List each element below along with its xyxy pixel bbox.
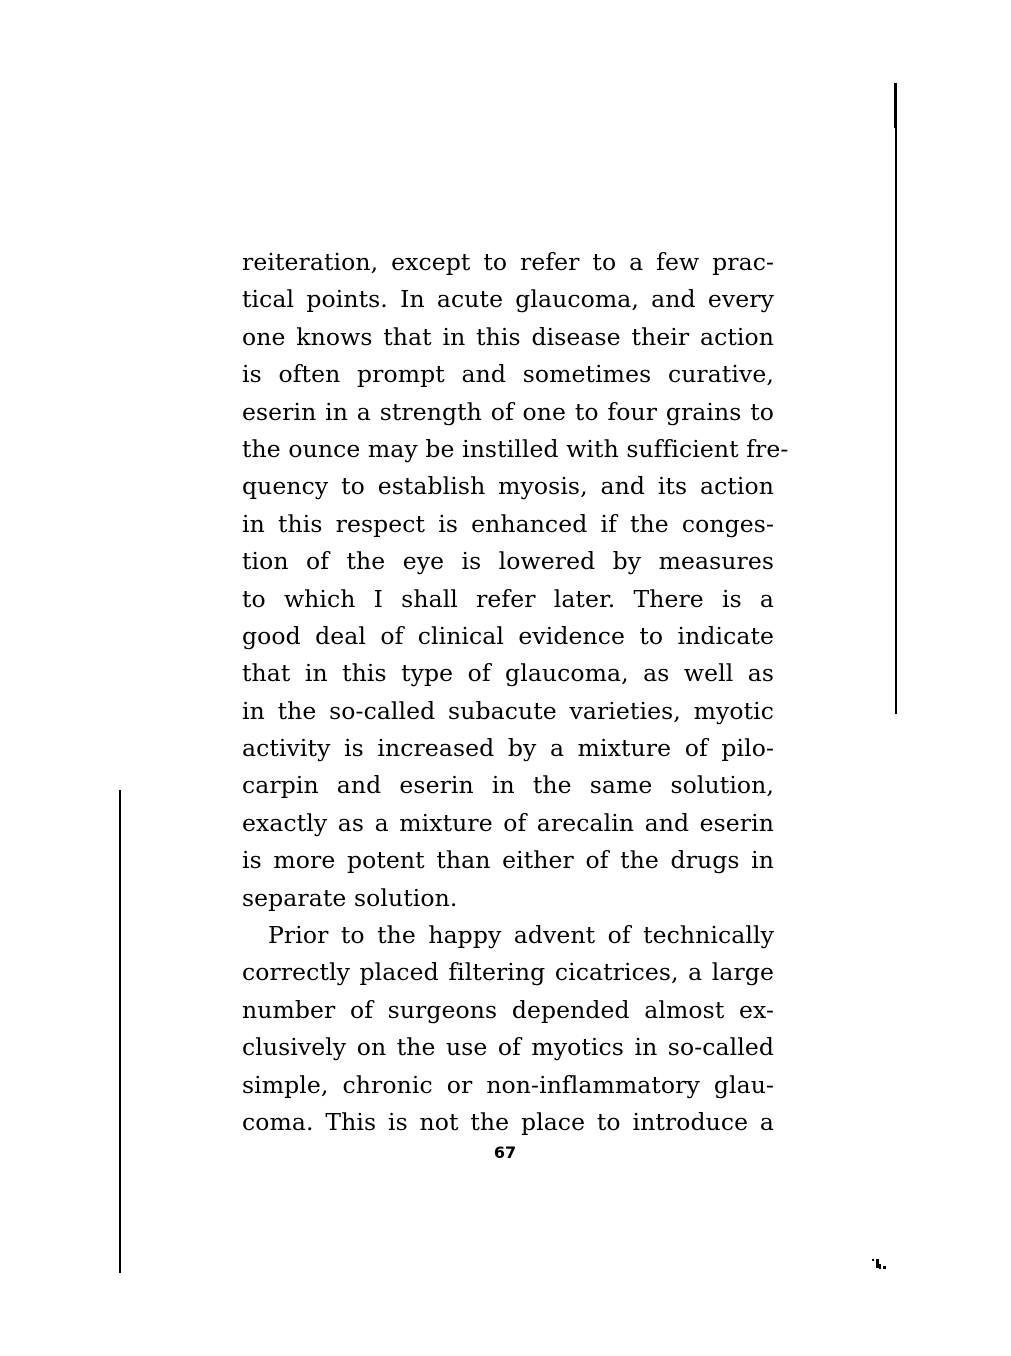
text-line: reiteration, except to refer to a few prac- <box>242 248 774 276</box>
text-line: the ounce may be instilled with sufficient fre- <box>242 434 789 463</box>
text-line: coma. This is not the place to introduce a <box>242 1107 774 1136</box>
corner-ink-mark <box>872 1259 888 1271</box>
right-margin-rule-top <box>894 83 897 128</box>
text-line: eserin in a strength of one to four grains to <box>242 397 774 426</box>
text-line: is often prompt and sometimes curative, <box>242 360 774 389</box>
body-text <box>242 244 789 1141</box>
text-line: is more potent than either of the drugs in <box>242 846 774 875</box>
text-line: that in this type of glaucoma, as well as <box>242 659 774 688</box>
paragraph-1 <box>242 244 789 917</box>
text-line: one knows that in this disease their action <box>242 322 774 351</box>
text-line: clusively on the use of myotics in so-called <box>242 1033 774 1062</box>
text-line: quency to establish myosis, and its action <box>242 472 774 501</box>
text-line: number of surgeons depended almost ex- <box>242 995 774 1024</box>
text-line: Prior to the happy advent of technically <box>268 921 774 950</box>
text-line: activity is increased by a mixture of pilo- <box>242 734 774 763</box>
page-number: 67 <box>493 1143 517 1162</box>
right-margin-rule <box>895 128 897 714</box>
text-line: simple, chronic or non-inflammatory glau- <box>242 1070 774 1099</box>
text-line: correctly placed filtering cicatrices, a large <box>242 958 774 987</box>
text-line: exactly as a mixture of arecalin and eserin <box>242 808 774 837</box>
text-line: to which I shall refer later. There is a <box>242 584 774 613</box>
text-line: in this respect is enhanced if the conges- <box>242 509 774 538</box>
paragraph-2 <box>242 917 774 1141</box>
text-line: carpin and eserin in the same solution, <box>242 771 774 800</box>
text-line: tical points. In acute glaucoma, and every <box>242 285 774 314</box>
text-line: tion of the eye is lowered by measures <box>242 547 774 576</box>
text-line: separate solution. <box>242 883 458 912</box>
text-line: good deal of clinical evidence to indicate <box>242 621 774 650</box>
text-line: in the so-called subacute varieties, myotic <box>242 696 774 725</box>
left-margin-rule <box>119 790 121 1273</box>
